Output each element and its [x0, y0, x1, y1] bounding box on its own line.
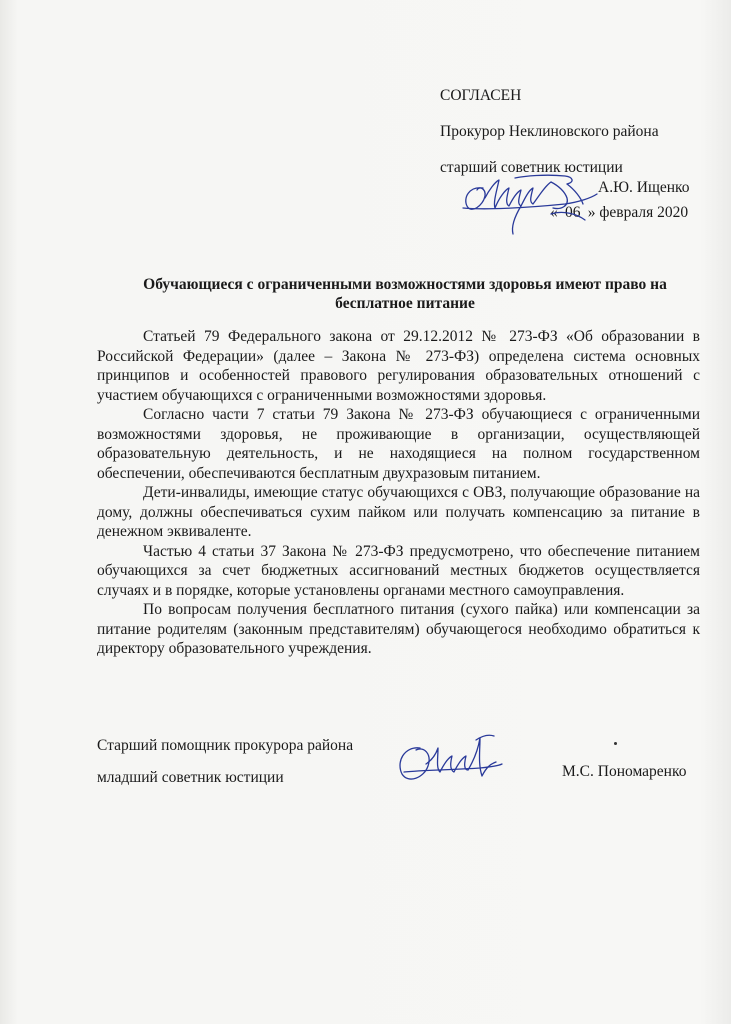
document-title: Обучающиеся с ограниченными возможностями здоровья имеют право на бесплатное питание [143, 276, 667, 312]
approver-signature [455, 168, 605, 243]
paragraph: Согласно части 7 статьи 79 Закона № 273-ФЗ обучающиеся с ограниченными возможностями здоровья, не проживающие в организации, осуществляющей образовательную деятельность, и не находящиеся на полном государственном обеспечении, обеспечиваются бесплатным двухразовым питанием. [97, 406, 700, 482]
signer-signature [390, 720, 505, 795]
approval-name: А.Ю. Ищенко [598, 179, 690, 196]
approval-heading: СОГЛАСЕН [440, 87, 522, 104]
approval-date-day: 06 [565, 204, 581, 221]
paragraph: Статьей 79 Федерального закона от 29.12.2012 № 273-ФЗ «Об образовании в Российской Федерации» (далее – Закона № 273-ФЗ) определена система основных принципов и особенностей правового регулирования образовательных отношений с участием обучающихся с ограниченными возможностями здоровья. [97, 328, 700, 404]
approval-date-open-quote: « [550, 204, 558, 221]
document-body [97, 327, 700, 659]
approval-rank: старший советник юстиции [440, 159, 623, 176]
paragraph: По вопросам получения бесплатного питания (сухого пайка) или компенсации за питание родителям (законным представителям) обучающегося необходимо обратиться к директору образовательного учреждения. [97, 601, 700, 657]
approval-position: Прокурор Неклиновского района [440, 123, 659, 140]
punctuation-dot [614, 742, 617, 745]
signer-name: М.С. Пономаренко [562, 763, 687, 780]
signer-block [97, 730, 353, 794]
signer-position: Старший помощник прокурора района [97, 737, 354, 754]
paragraph: Дети-инвалиды, имеющие статус обучающихся с ОВЗ, получающие образование на дому, должны обеспечиваться сухим пайком или получать компенсацию за питание в денежном эквиваленте. [97, 484, 700, 540]
signer-rank: младший советник юстиции [97, 769, 284, 786]
approval-date-rest: » февраля 2020 [587, 204, 689, 221]
paragraph: Частью 4 статьи 37 Закона № 273-ФЗ предусмотрено, что обеспечение питанием обучающихся за счет бюджетных ассигнований местных бюджетов осуществляется случаях и в порядке, которые установлены органами местного самоуправления. [97, 542, 700, 599]
